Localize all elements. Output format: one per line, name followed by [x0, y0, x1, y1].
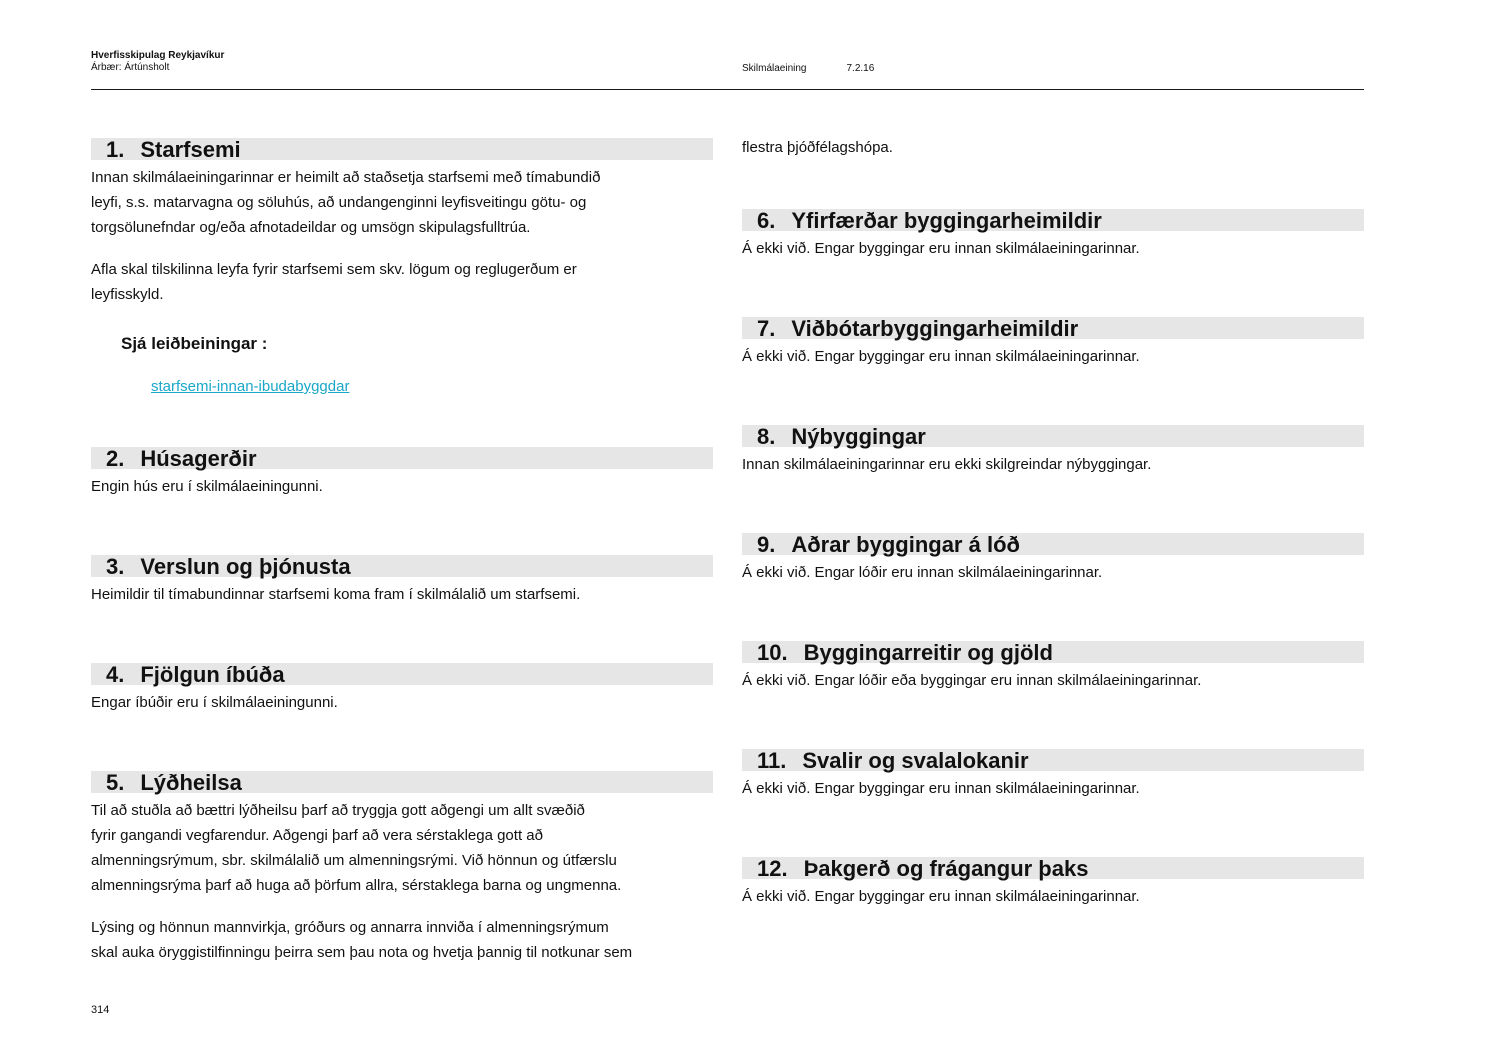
paragraph [91, 257, 713, 307]
section-title: Húsagerðir [140, 446, 257, 471]
section-number: 2. [106, 446, 125, 471]
paragraph [91, 915, 713, 965]
section-title: Viðbótarbyggingarheimildir [791, 316, 1079, 341]
line: leyfisskyld. [91, 286, 164, 303]
line: fyrir gangandi vegfarendur. Aðgengi þarf að vera sérstaklega gott að [91, 827, 543, 844]
section-heading-12 [742, 857, 1364, 879]
section-title: Aðrar byggingar á lóð [791, 532, 1020, 557]
header-divider [91, 89, 1364, 90]
paragraph: Á ekki við. Engar lóðir eða byggingar eru innan skilmálaeiningarinnar. [742, 672, 1202, 689]
paragraph: Á ekki við. Engar byggingar eru innan skilmálaeiningarinnar. [742, 240, 1140, 257]
guidelines-label: Sjá leiðbeiningar : [121, 334, 268, 353]
section-heading-7 [742, 317, 1364, 339]
document-header [91, 50, 224, 74]
line: Lýsing og hönnun mannvirkja, gróðurs og annarra innviða í almenningsrýmum [91, 919, 609, 936]
paragraph [91, 798, 713, 898]
paragraph: Á ekki við. Engar byggingar eru innan skilmálaeiningarinnar. [742, 348, 1140, 365]
section-number: 7. [757, 316, 776, 341]
continuation-text: flestra þjóðfélagshópa. [742, 139, 893, 156]
section-title: Nýbyggingar [791, 424, 926, 449]
section-title: Byggingarreitir og gjöld [803, 640, 1053, 665]
section-number: 4. [106, 662, 125, 687]
document-title: Hverfisskipulag Reykjavíkur [91, 50, 225, 61]
section-heading-10 [742, 641, 1364, 663]
unit-section: Skilmálaeining [742, 63, 807, 74]
section-heading-6 [742, 209, 1364, 231]
paragraph: Engar íbúðir eru í skilmálaeiningunni. [91, 694, 338, 711]
section-title: Þakgerð og frágangur þaks [803, 856, 1089, 881]
right-column [742, 138, 1364, 909]
line: Afla skal tilskilinna leyfa fyrir starfsemi sem skv. lögum og reglugerðum er [91, 261, 577, 278]
section-number: 11. [757, 748, 787, 773]
section-number: 6. [757, 208, 776, 233]
section-title: Yfirfærðar byggingarheimildir [791, 208, 1102, 233]
section-title: Verslun og þjónusta [140, 554, 351, 579]
paragraph: Heimildir til tímabundinnar starfsemi koma fram í skilmálalið um starfsemi. [91, 586, 581, 603]
section-number: 10. [757, 640, 788, 665]
line: almenningsrýmum, sbr. skilmálalið um almenningsrými. Við hönnun og útfærslu [91, 852, 617, 869]
section-heading-9 [742, 533, 1364, 555]
section-number: 5. [106, 770, 125, 795]
section-heading-8 [742, 425, 1364, 447]
section-number: 9. [757, 532, 776, 557]
section-title: Lýðheilsa [140, 770, 242, 795]
left-column [91, 138, 713, 965]
paragraph: Á ekki við. Engar lóðir eru innan skilmálaeiningarinnar. [742, 564, 1103, 581]
section-title: Svalir og svalalokanir [802, 748, 1029, 773]
paragraph: Á ekki við. Engar byggingar eru innan skilmálaeiningarinnar. [742, 780, 1140, 797]
line: Innan skilmálaeiningarinnar er heimilt að staðsetja starfsemi með tímabundið [91, 169, 601, 186]
line: torgsölunefndar og/eða afnotadeildar og umsögn skipulagsfulltrúa. [91, 219, 531, 236]
document-subtitle: Árbær: Ártúnsholt [91, 62, 170, 73]
line: almenningsrýma þarf að huga að þörfum allra, sérstaklega barna og ungmenna. [91, 877, 622, 894]
unit-code: 7.2.16 [846, 63, 875, 74]
section-number: 3. [106, 554, 125, 579]
line: Til að stuðla að bættri lýðheilsu þarf að tryggja gott aðgengi um allt svæðið [91, 802, 585, 819]
paragraph: Innan skilmálaeiningarinnar eru ekki skilgreindar nýbyggingar. [742, 456, 1152, 473]
section-number: 1. [106, 137, 125, 162]
paragraph [91, 165, 713, 240]
unit-label [742, 63, 874, 75]
section-heading-11 [742, 749, 1364, 771]
section-heading-4 [91, 663, 713, 685]
section-title: Starfsemi [140, 137, 241, 162]
section-heading-1 [91, 138, 713, 160]
section-number: 8. [757, 424, 776, 449]
line: skal auka öryggistilfinningu þeirra sem þau nota og hvetja þannig til notkunar sem [91, 944, 633, 961]
guidelines-link[interactable]: starfsemi-innan-ibudabyggdar [151, 378, 350, 395]
section-heading-3 [91, 555, 713, 577]
section-heading-2 [91, 447, 713, 469]
page-number: 314 [91, 1004, 110, 1016]
paragraph: Á ekki við. Engar byggingar eru innan skilmálaeiningarinnar. [742, 888, 1140, 905]
section-title: Fjölgun íbúða [140, 662, 285, 687]
line: leyfi, s.s. matarvagna og söluhús, að undangenginni leyfisveitingu götu- og [91, 194, 587, 211]
section-heading-5 [91, 771, 713, 793]
paragraph: Engin hús eru í skilmálaeiningunni. [91, 478, 323, 495]
section-number: 12. [757, 856, 788, 881]
